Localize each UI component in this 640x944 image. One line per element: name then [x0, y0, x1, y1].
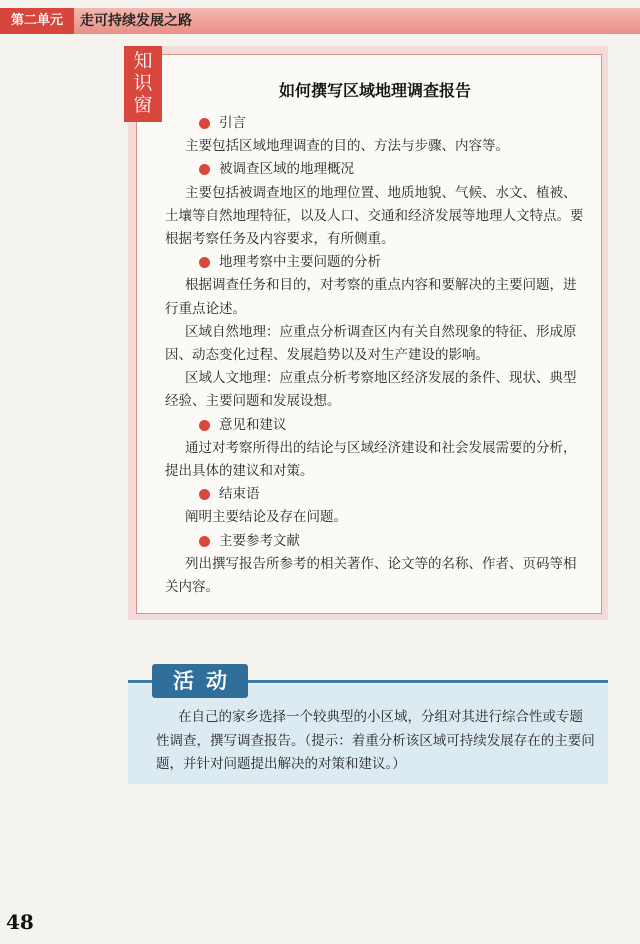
knowledge-title: 如何撰写区域地理调查报告 — [278, 81, 471, 100]
section-text: 区域自然地理：应重点分析调查区内有关自然现象的特征、形成原因、动态变化过程、发展趋势以及对生产建设的影响。 — [165, 323, 577, 364]
unit-title: 走可持续发展之路 — [80, 13, 192, 29]
section-text: 根据调查任务和目的，对考察的重点内容和要解决的主要问题，进行重点论述。 — [165, 277, 577, 317]
section-text: 列出撰写报告所参考的相关著作、论文等的名称、作者、页码等相关内容。 — [165, 555, 577, 596]
activity-text — [156, 706, 596, 777]
knowledge-window-tab — [124, 46, 162, 122]
bullet-dot-icon — [199, 420, 210, 431]
section-heading: 主要参考文献 — [165, 530, 585, 553]
section-heading: 地理考察中主要问题的分析 — [165, 251, 585, 274]
section-text: 阐明主要结论及存在问题。 — [185, 509, 347, 526]
section-heading: 被调查区域的地理概况 — [165, 158, 585, 181]
section-text: 区域人文地理：应重点分析考察地区经济发展的条件、现状、典型经验、主要问题和发展设想。 — [165, 370, 577, 410]
section-text: 主要包括区域地理调查的目的、方法与步骤、内容等。 — [185, 138, 509, 155]
section-text: 主要包括被调查地区的地理位置、地质地貌、气候、水文、植被、土壤等自然地理特征，以及人口、交通和经济发展等地理人文特点。要根据考察任务及内容要求，有所侧重。 — [165, 184, 584, 248]
knowledge-content — [165, 112, 585, 599]
bullet-dot-icon — [199, 164, 210, 175]
knowledge-tab-char: 窗 — [133, 94, 153, 116]
section-heading: 引言 — [165, 112, 585, 135]
activity-tab: 活动 — [152, 664, 248, 698]
bullet-dot-icon — [199, 489, 210, 500]
unit-tag: 第二单元 — [0, 8, 74, 34]
bullet-dot-icon — [199, 536, 210, 547]
bullet-dot-icon — [199, 118, 210, 129]
section-text: 通过对考察所得出的结论与区域经济建设和社会发展需要的分析，提出具体的建议和对策。 — [165, 439, 577, 480]
page-number: 48 — [6, 910, 34, 934]
section-heading: 意见和建议 — [165, 414, 585, 437]
section-heading: 结束语 — [165, 483, 585, 506]
bullet-dot-icon — [199, 257, 210, 268]
activity-paragraph: 在自己的家乡选择一个较典型的小区域，分组对其进行综合性或专题性调查，撰写调查报告。（提示：着重分析该区域可持续发展存在的主要问题，并针对问题提出解决的对策和建议。） — [156, 709, 595, 772]
knowledge-tab-char: 识 — [133, 72, 153, 94]
knowledge-tab-char: 知 — [133, 50, 153, 72]
unit-header-bar — [0, 8, 640, 34]
